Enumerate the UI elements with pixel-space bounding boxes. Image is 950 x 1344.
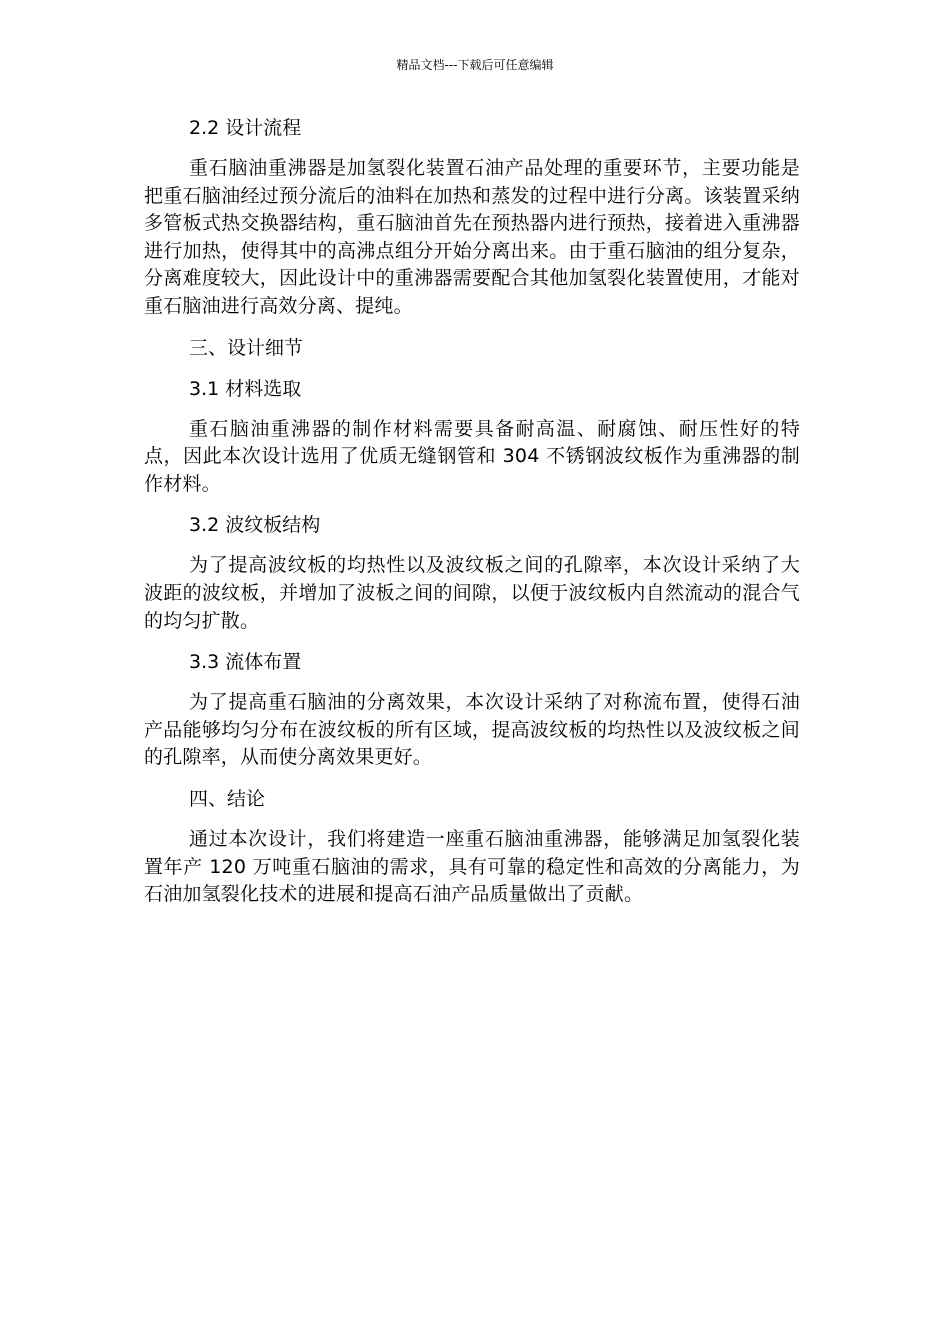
section-heading-2-2: 2.2 设计流程 (189, 117, 302, 139)
section-heading-4: 四、结论 (189, 787, 266, 810)
page-header: 精品文档---下载后可任意编辑 (396, 58, 554, 72)
section-paragraph-3-1: 重石脑油重沸器的制作材料需要具备耐高温、耐腐蚀、耐压性好的特点，因此本次设计选用了优质无缝钢管和 304 不锈钢波纹板作为重沸器的制作材料。 (144, 417, 800, 495)
section-heading-3: 三、设计细节 (189, 336, 304, 359)
section-paragraph-3-2: 为了提高波纹板的均热性以及波纹板之间的孔隙率，本次设计采纳了大波距的波纹板，并增加了波板之间的间隙，以便于波纹板内自然流动的混合气的均匀扩散。 (144, 554, 800, 632)
document-body (144, 114, 800, 909)
section-paragraph-4: 通过本次设计，我们将建造一座重石脑油重沸器，能够满足加氢裂化装置年产 120 万吨重石脑油的需求，具有可靠的稳定性和高效的分离能力，为石油加氢裂化技术的进展和提高石油产品质量做出了贡献。 (144, 827, 800, 906)
section-heading-3-3: 3.3 流体布置 (189, 651, 302, 674)
section-heading-3-1: 3.1 材料选取 (189, 377, 302, 400)
section-paragraph-3-3: 为了提高重石脑油的分离效果，本次设计采纳了对称流布置，使得石油产品能够均匀分布在波纹板的所有区域，提高波纹板的均热性以及波纹板之间的孔隙率，从而使分离效果更好。 (144, 691, 800, 769)
section-heading-3-2: 3.2 波纹板结构 (189, 514, 321, 537)
section-paragraph-2-2: 重石脑油重沸器是加氢裂化装置石油产品处理的重要环节，主要功能是把重石脑油经过预分流后的油料在加热和蒸发的过程中进行分离。该装置采纳多管板式热交换器结构，重石脑油首先在预热器内进行预热，接着进入重沸器进行加热，使得其中的高沸点组分开始分离出来。由于重石脑油的组分复杂，分离难度较大，因此设计中的重沸器需要配合其他加氢裂化装置使用，才能对重石脑油进行高效分离、提纯。 (144, 157, 800, 317)
